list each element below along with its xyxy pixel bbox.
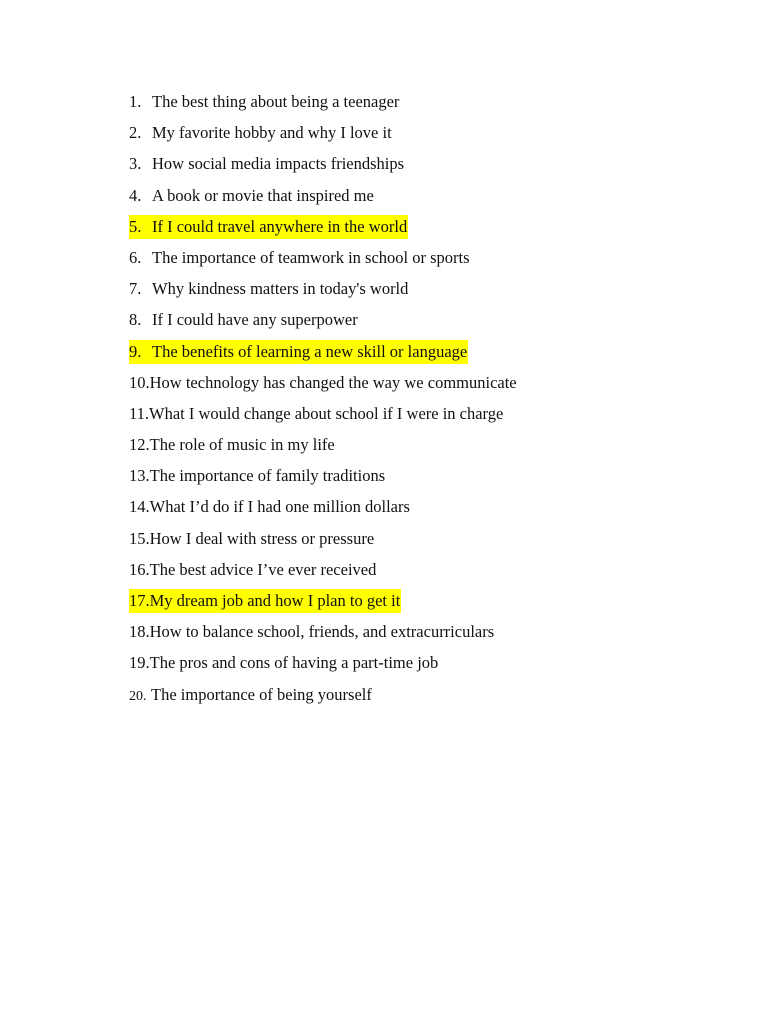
list-item-text: The importance of teamwork in school or sports bbox=[152, 247, 470, 267]
list-item bbox=[129, 619, 518, 650]
list-item-number: 2. bbox=[129, 123, 142, 143]
list-item bbox=[129, 183, 518, 214]
list-item-text: If I could have any superpower bbox=[152, 310, 358, 330]
list-item-text: If I could travel anywhere in the world bbox=[152, 216, 408, 236]
list-item-text: The benefits of learning a new skill or language bbox=[152, 341, 468, 361]
list-item-number: 12. bbox=[129, 435, 150, 455]
list-item bbox=[129, 245, 518, 276]
list-item-content bbox=[129, 340, 468, 364]
list-item bbox=[129, 307, 518, 338]
list-item-content bbox=[129, 308, 359, 332]
list-item-number: 1. bbox=[129, 92, 142, 111]
list-item-text: The importance of family traditions bbox=[149, 466, 386, 486]
list-item bbox=[129, 682, 518, 713]
list-item-text: How social media impacts friendships bbox=[152, 154, 405, 174]
list-item-text: The importance of being yourself bbox=[151, 684, 372, 704]
list-item-text: My favorite hobby and why I love it bbox=[152, 123, 392, 143]
list-item bbox=[129, 432, 518, 463]
list-item bbox=[129, 151, 518, 182]
list-item-number: 3. bbox=[129, 154, 142, 174]
list-item-number: 15. bbox=[129, 528, 150, 548]
list-item-text: Why kindness matters in today's world bbox=[152, 279, 409, 299]
list-item-highlighted bbox=[129, 588, 518, 619]
list-item-content bbox=[129, 277, 409, 301]
list-item-content bbox=[129, 152, 405, 176]
list-item-content bbox=[129, 589, 401, 613]
list-item-number: 9. bbox=[129, 341, 142, 361]
list-item-number: 5. bbox=[129, 216, 142, 236]
list-item bbox=[129, 89, 518, 120]
list-item-text: What I’d do if I had one million dollars bbox=[149, 497, 410, 517]
list-item-number: 17. bbox=[129, 591, 150, 610]
list-item-text: The role of music in my life bbox=[149, 435, 335, 455]
list-item-text: How technology has changed the way we communicate bbox=[149, 372, 517, 392]
list-item-text: How I deal with stress or pressure bbox=[149, 528, 375, 548]
list-item-content bbox=[129, 371, 518, 395]
list-item-content bbox=[129, 215, 408, 239]
list-item-content bbox=[129, 620, 495, 644]
list-item-number: 11. bbox=[129, 403, 150, 423]
list-item-text: What I would change about school if I were in charge bbox=[149, 403, 504, 423]
list-item-number: 6. bbox=[129, 247, 142, 267]
list-item-content bbox=[129, 184, 375, 208]
list-item-content bbox=[129, 246, 471, 270]
list-item-content bbox=[129, 464, 386, 488]
list-item-content bbox=[129, 558, 377, 582]
list-item bbox=[129, 120, 518, 151]
list-item bbox=[129, 401, 518, 432]
list-item-content bbox=[129, 90, 400, 114]
list-item-number: 19. bbox=[129, 653, 150, 673]
list-item-number: 14. bbox=[129, 497, 150, 517]
list-item-number: 13. bbox=[129, 466, 150, 486]
list-item-text: The best thing about being a teenager bbox=[152, 92, 400, 111]
list-item-number: 20. bbox=[129, 688, 147, 704]
list-item bbox=[129, 650, 518, 681]
list-item-content bbox=[129, 651, 439, 675]
list-item-number: 16. bbox=[129, 559, 150, 579]
list-item bbox=[129, 494, 518, 525]
list-item-text: My dream job and how I plan to get it bbox=[149, 591, 401, 610]
list-item-number: 10. bbox=[129, 372, 150, 392]
list-item bbox=[129, 557, 518, 588]
list-item-text: How to balance school, friends, and extracurriculars bbox=[149, 622, 495, 642]
list-item-content bbox=[129, 433, 336, 457]
list-item-content bbox=[129, 527, 375, 551]
list-item bbox=[129, 276, 518, 307]
list-item bbox=[129, 370, 518, 401]
list-item-text: A book or movie that inspired me bbox=[152, 185, 374, 205]
list-item-number: 4. bbox=[129, 185, 142, 205]
list-item-highlighted bbox=[129, 214, 518, 245]
list-item-number: 7. bbox=[129, 279, 142, 299]
list-item-number: 18. bbox=[129, 622, 150, 642]
list-item-content bbox=[129, 121, 393, 145]
list-item-text: The best advice I’ve ever received bbox=[149, 559, 377, 579]
list-item-content bbox=[129, 683, 373, 707]
list-item-text: The pros and cons of having a part-time job bbox=[149, 653, 439, 673]
topic-list bbox=[129, 89, 518, 713]
list-item-number: 8. bbox=[129, 310, 142, 330]
list-item-content bbox=[129, 495, 411, 519]
list-item bbox=[129, 526, 518, 557]
list-item-content bbox=[129, 402, 504, 426]
list-item-highlighted bbox=[129, 339, 518, 370]
list-item bbox=[129, 463, 518, 494]
